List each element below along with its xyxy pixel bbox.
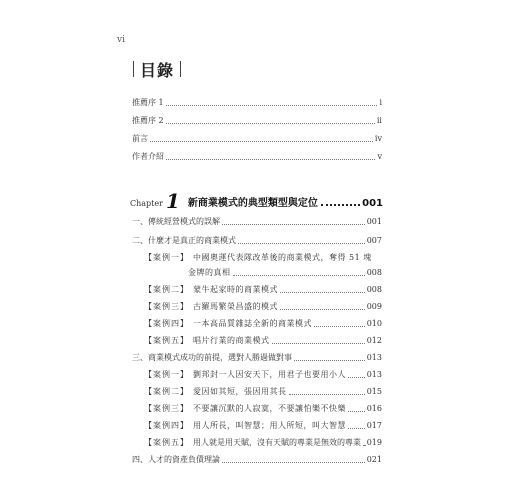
toc-section[interactable]: 三、商業模式成功的前提，選對人勝過做對事 013 xyxy=(132,353,382,362)
toc-section[interactable]: 一、傳統經營模式的誤解 001 xyxy=(132,217,382,226)
toc-case[interactable]: 【案例五】 唱片行業的商業模式 012 xyxy=(144,336,382,345)
toc-case[interactable]: 【案例四】 用人所長，叫智慧；用人所短，叫大智慧 017 xyxy=(144,421,382,430)
chapter-word: Chapter xyxy=(130,199,163,208)
toc-entry-foreword-1[interactable]: 推薦序 1 i xyxy=(132,98,382,107)
toc-title: 目錄 xyxy=(140,60,175,80)
toc-case[interactable]: 【案例三】 古羅馬繁榮昌盛的模式 009 xyxy=(144,302,382,311)
toc-section[interactable]: 四、人才的資產負債理論 021 xyxy=(132,455,382,464)
toc-case[interactable]: 【案例二】 蒙牛起家時的商業模式 008 xyxy=(144,285,382,294)
toc-case[interactable]: 【案例一】 中國奧運代表隊改革後的商業模式，奪得 51 塊 xyxy=(144,253,372,262)
toc-entry-foreword-2[interactable]: 推薦序 2 ii xyxy=(132,116,382,125)
toc-section[interactable]: 二、什麼才是真正的商業模式 007 xyxy=(132,236,382,245)
toc-case[interactable]: 【案例二】 愛因如其短，張因用其長 015 xyxy=(144,387,382,396)
chapter-page: 001 xyxy=(362,198,383,209)
toc-case[interactable]: 【案例一】 劉邦封一人因安天下，用君子也要用小人 013 xyxy=(144,370,382,379)
toc-entry-author[interactable]: 作者介紹 v xyxy=(132,152,382,161)
toc-entry-preface[interactable]: 前言 iv xyxy=(132,134,382,143)
toc-heading xyxy=(133,60,181,78)
chapter-title: 新商業模式的典型類型與定位 xyxy=(187,198,318,209)
toc-case[interactable]: 【案例三】 不要讓沉默的人寂寞，不要讓怕樂不快樂 016 xyxy=(144,404,382,413)
toc-case-continued[interactable]: 金牌的真相 008 xyxy=(188,268,382,277)
toc-case[interactable]: 【案例五】 用人就是用天賦，沒有天賦的專業是無效的專業 019 xyxy=(144,438,382,447)
chapter-heading[interactable] xyxy=(130,191,383,211)
chapter-number: 1 xyxy=(165,189,180,213)
right-bar xyxy=(180,61,181,77)
page-number: vi xyxy=(117,35,125,45)
toc-case[interactable]: 【案例四】 一本高品質雜誌全新的商業模式 010 xyxy=(144,319,382,328)
